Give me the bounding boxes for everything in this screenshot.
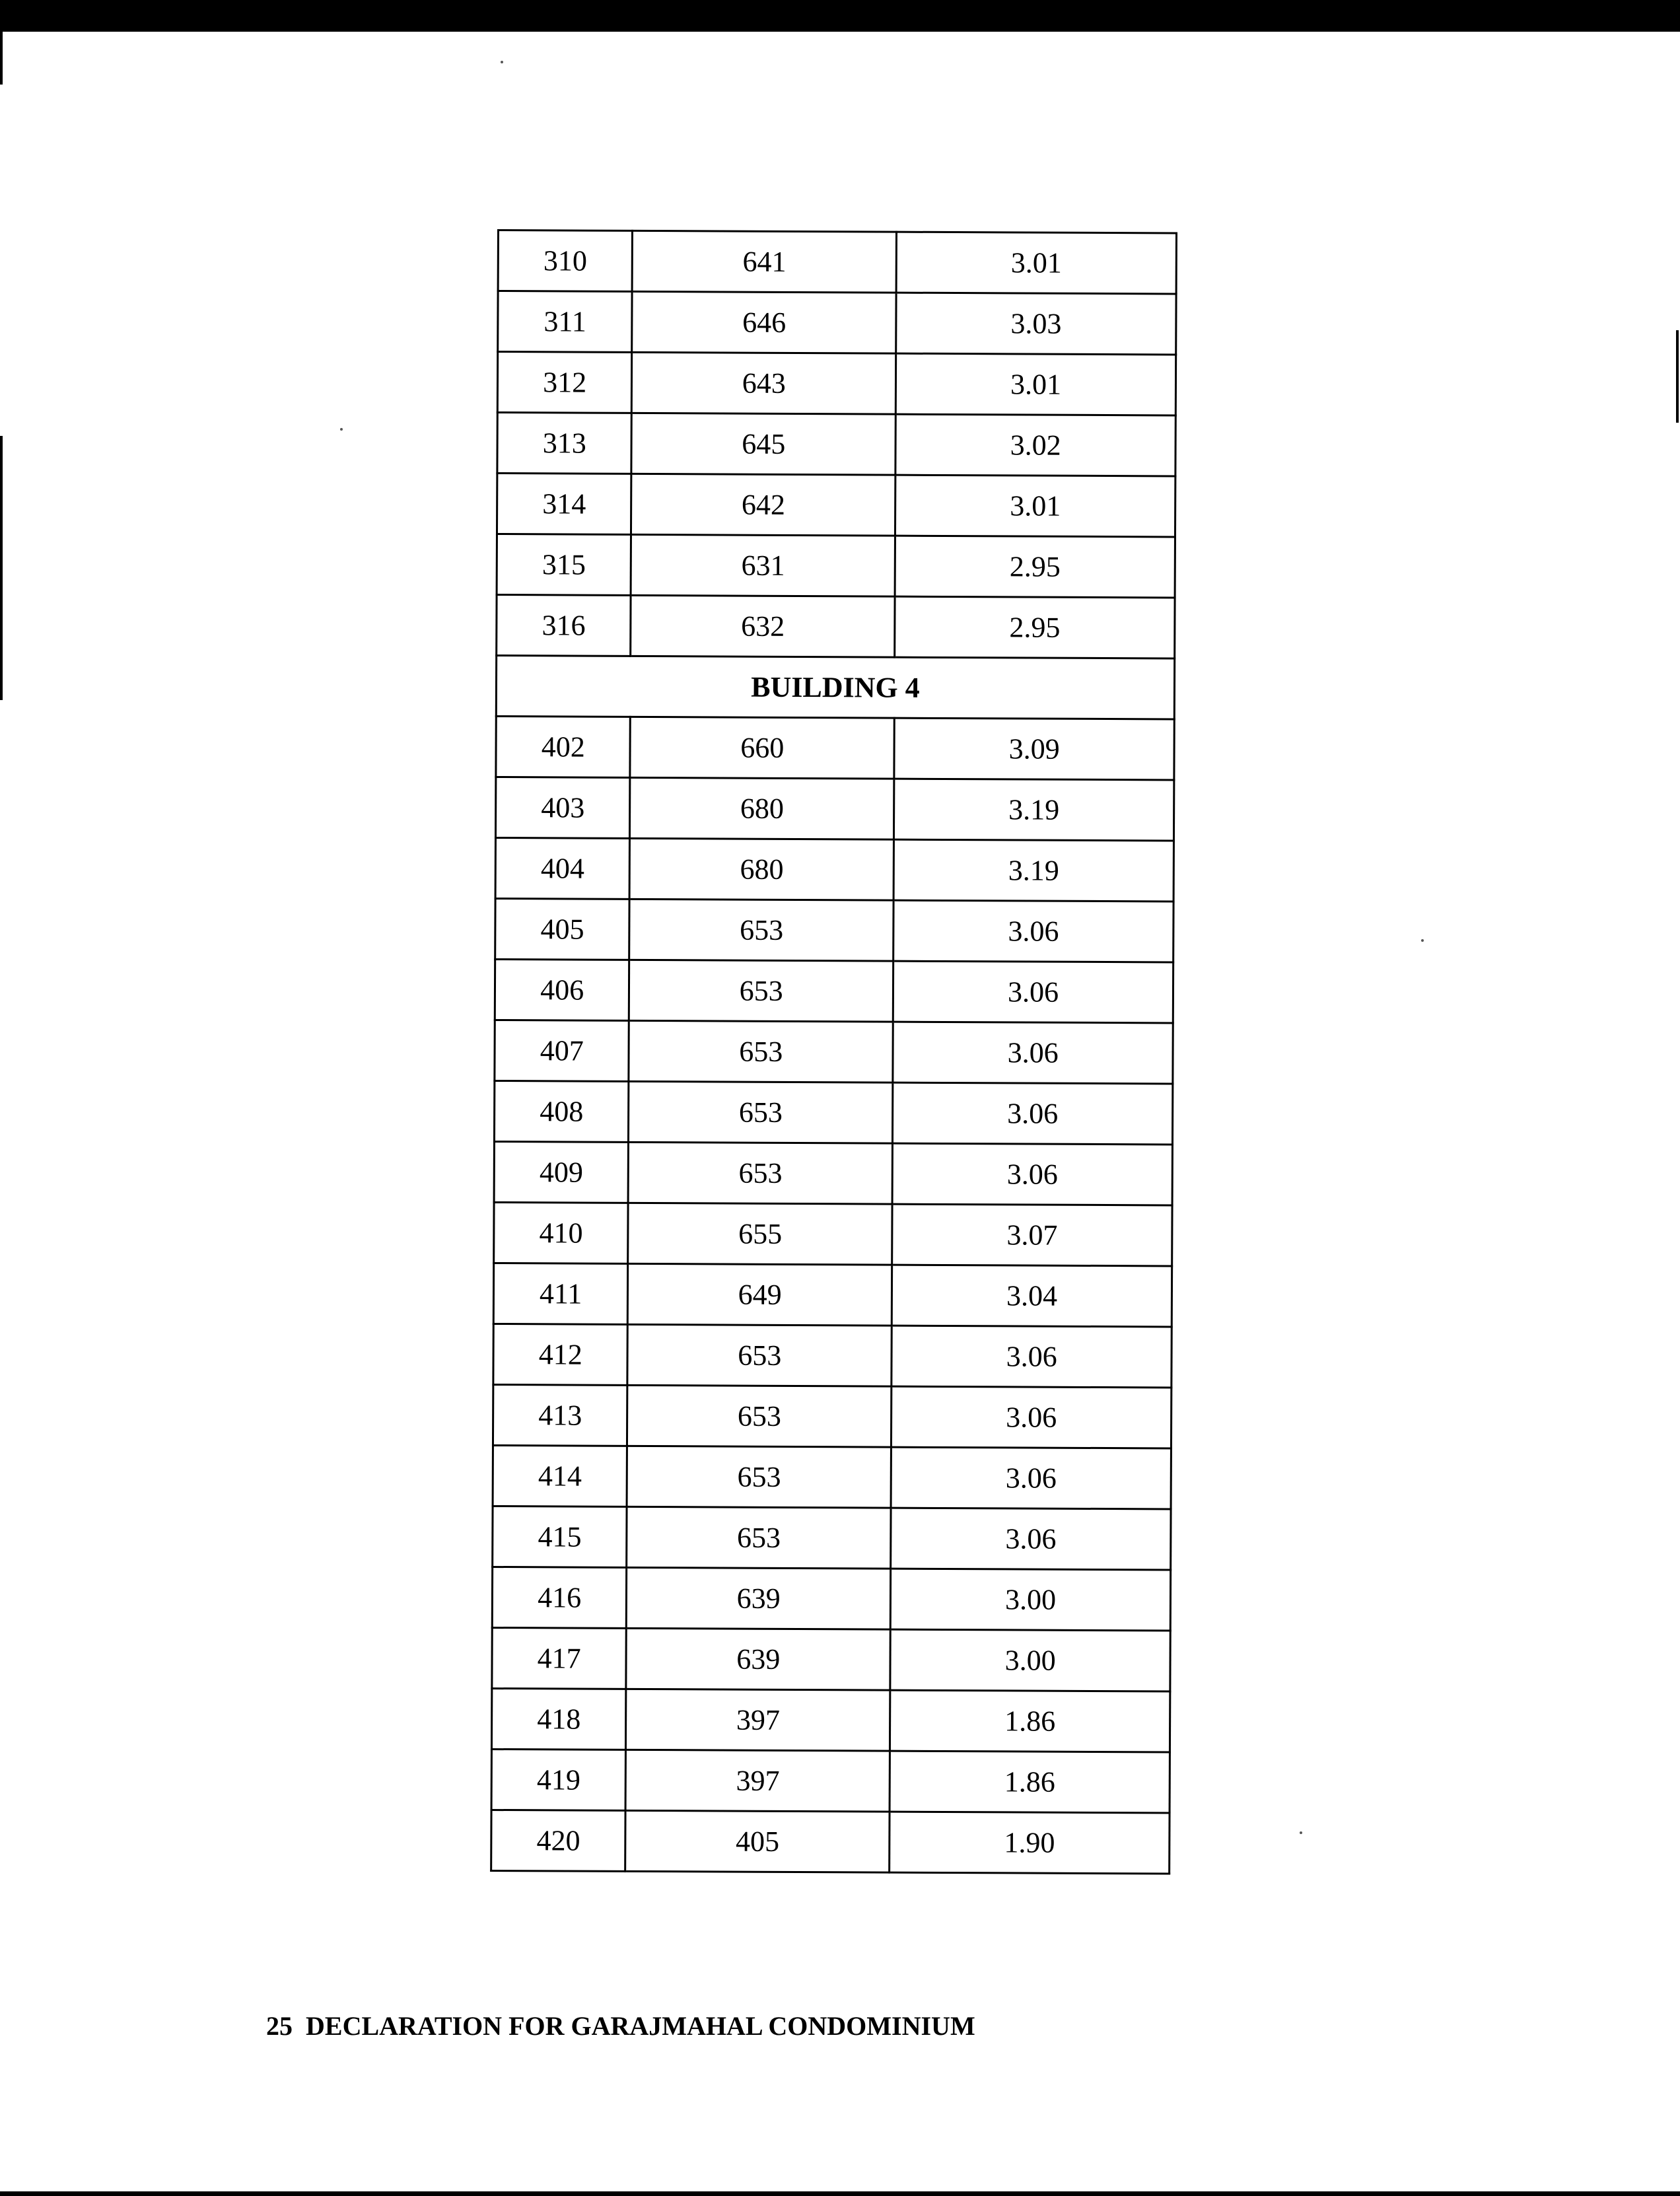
square-feet-cell: 632: [631, 595, 895, 657]
building-4-heading: BUILDING 4: [496, 656, 1174, 719]
unit-number-cell: 316: [497, 595, 631, 656]
square-feet-cell: 653: [629, 1081, 893, 1143]
scan-edge-mark: [0, 32, 3, 85]
table-row: [494, 1080, 1172, 1144]
table-row: [497, 595, 1175, 658]
table-row: [491, 1810, 1170, 1873]
scan-edge-mark: [0, 436, 3, 700]
square-feet-cell: 397: [626, 1689, 890, 1751]
square-feet-cell: 653: [627, 1324, 892, 1386]
square-feet-cell: 660: [630, 717, 894, 779]
unit-number-cell: 314: [497, 474, 631, 535]
unit-number-cell: 416: [492, 1567, 627, 1628]
percentage-cell: 3.09: [894, 718, 1174, 780]
square-feet-cell: 639: [626, 1628, 890, 1690]
unit-number-cell: 311: [498, 291, 633, 353]
table-row: [491, 1749, 1170, 1812]
table-row: [495, 898, 1173, 962]
percentage-cell: 3.06: [893, 900, 1173, 962]
scan-edge-mark: [1676, 330, 1679, 423]
square-feet-cell: 631: [631, 534, 895, 596]
unit-number-cell: 312: [497, 352, 632, 413]
unit-number-cell: 408: [494, 1080, 629, 1142]
percentage-cell: 3.19: [894, 779, 1174, 841]
percentage-cell: 3.06: [893, 961, 1173, 1023]
unit-number-cell: 313: [497, 413, 632, 474]
table-row: [497, 474, 1175, 537]
scan-border-bottom: [0, 2191, 1680, 2196]
percentage-cell: 3.07: [892, 1204, 1172, 1266]
scan-speck: [1421, 939, 1424, 942]
unit-number-cell: 409: [494, 1141, 629, 1203]
building-4-section: [496, 656, 1174, 719]
page-footer: [266, 2010, 975, 2041]
unit-number-cell: 411: [493, 1263, 628, 1324]
unit-number-cell: 414: [493, 1445, 627, 1506]
table-row: [495, 777, 1173, 840]
scan-speck: [501, 61, 503, 63]
table-row: [491, 1688, 1170, 1752]
unit-number-cell: 415: [493, 1506, 627, 1567]
square-feet-cell: 397: [625, 1750, 890, 1812]
percentage-cell: 1.86: [890, 1690, 1170, 1752]
square-feet-cell: 641: [632, 230, 896, 293]
table-row: [497, 534, 1175, 598]
unit-number-cell: 418: [491, 1688, 626, 1750]
table-row: [495, 959, 1173, 1022]
percentage-cell: 3.06: [893, 1022, 1173, 1084]
table-row: [492, 1627, 1170, 1691]
percentage-cell: 3.06: [892, 1386, 1172, 1448]
table-row: [493, 1506, 1171, 1569]
square-feet-cell: 653: [629, 960, 893, 1022]
percentage-cell: 3.06: [891, 1447, 1171, 1509]
percentage-cell: 3.01: [895, 353, 1175, 415]
table-row: [493, 1384, 1171, 1448]
unit-number-cell: 419: [491, 1749, 626, 1810]
square-feet-cell: 643: [632, 352, 896, 414]
table-row: [493, 1445, 1171, 1508]
scan-speck: [340, 428, 343, 431]
square-feet-cell: 642: [631, 474, 895, 536]
unit-allocation-table: [490, 229, 1177, 1874]
section-heading-row: [496, 656, 1174, 719]
unit-number-cell: 412: [493, 1324, 628, 1385]
building-4-rows: [491, 716, 1175, 1873]
square-feet-cell: 655: [628, 1203, 892, 1265]
square-feet-cell: 649: [628, 1263, 892, 1326]
table-row: [497, 413, 1175, 476]
percentage-cell: 3.06: [892, 1326, 1172, 1388]
unit-number-cell: 403: [495, 777, 630, 838]
table-row: [493, 1263, 1172, 1326]
table-row: [497, 352, 1175, 415]
percentage-cell: 1.86: [890, 1751, 1170, 1813]
square-feet-cell: 646: [632, 291, 896, 353]
building-3-rows: [497, 230, 1177, 658]
percentage-cell: 3.19: [893, 839, 1173, 902]
percentage-cell: 2.95: [895, 596, 1175, 658]
table-row: [498, 230, 1176, 294]
percentage-cell: 3.06: [891, 1508, 1171, 1570]
square-feet-cell: 680: [630, 777, 894, 839]
square-feet-cell: 653: [628, 1142, 892, 1204]
square-feet-cell: 653: [627, 1446, 891, 1508]
unit-number-cell: 404: [495, 837, 630, 899]
percentage-cell: 3.06: [892, 1143, 1172, 1205]
table-row: [495, 1020, 1173, 1083]
scan-speck: [1300, 1831, 1302, 1834]
percentage-cell: 3.06: [893, 1082, 1173, 1145]
scan-border-top: [0, 0, 1680, 32]
page-number: 25: [266, 2011, 293, 2041]
unit-number-cell: 405: [495, 898, 630, 960]
percentage-cell: 3.02: [895, 414, 1175, 476]
unit-number-cell: 406: [495, 959, 629, 1020]
table-row: [494, 1141, 1172, 1205]
percentage-cell: 3.01: [895, 475, 1175, 537]
percentage-cell: 2.95: [895, 536, 1175, 598]
percentage-cell: 3.00: [890, 1569, 1170, 1631]
square-feet-cell: 645: [631, 413, 895, 475]
percentage-cell: 1.90: [890, 1812, 1170, 1874]
percentage-cell: 3.01: [896, 232, 1176, 294]
document-title: DECLARATION FOR GARAJMAHAL CONDOMINIUM: [306, 2011, 975, 2041]
square-feet-cell: 639: [627, 1567, 891, 1629]
square-feet-cell: 405: [625, 1810, 890, 1872]
table-row: [494, 1202, 1172, 1265]
table-row: [498, 291, 1176, 355]
table-row: [492, 1567, 1170, 1630]
unit-number-cell: 417: [492, 1627, 627, 1689]
square-feet-cell: 680: [629, 838, 893, 900]
square-feet-cell: 653: [629, 899, 893, 961]
unit-number-cell: 310: [498, 230, 633, 292]
unit-number-cell: 402: [496, 716, 631, 777]
table-row: [495, 837, 1173, 901]
unit-number-cell: 420: [491, 1810, 626, 1871]
table-row: [496, 716, 1174, 779]
square-feet-cell: 653: [629, 1020, 893, 1082]
percentage-cell: 3.00: [890, 1629, 1170, 1691]
percentage-cell: 3.03: [896, 293, 1176, 355]
unit-number-cell: 413: [493, 1384, 627, 1446]
table-row: [493, 1324, 1172, 1387]
square-feet-cell: 653: [627, 1385, 892, 1447]
unit-number-cell: 407: [495, 1020, 629, 1081]
percentage-cell: 3.04: [892, 1265, 1172, 1327]
unit-number-cell: 315: [497, 534, 631, 596]
unit-number-cell: 410: [494, 1202, 629, 1263]
square-feet-cell: 653: [627, 1506, 891, 1569]
